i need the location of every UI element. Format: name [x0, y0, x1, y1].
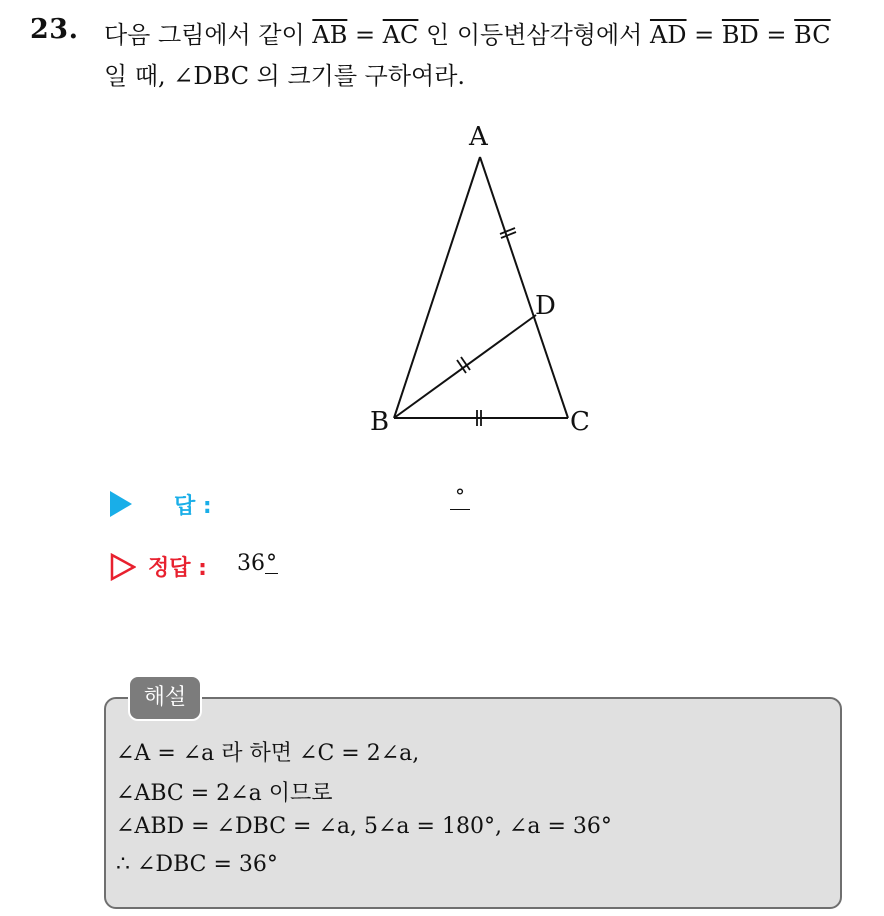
solution-tag: 해설 [128, 675, 202, 721]
vertex-label-c: C [570, 407, 590, 437]
segment-ad: $\overline{AD}$ [649, 21, 687, 49]
answer-label: 답 : [174, 494, 212, 519]
solution-line-2: ∠ABC = 2∠a 이므로 [116, 781, 333, 806]
equals-sign: = [686, 21, 722, 49]
segment-ac: $\overline{AC}$ [382, 21, 419, 49]
question-prefix: 다음 그림에서 같이 [104, 21, 313, 49]
solution-line-1: ∠A = ∠a 라 하면 ∠C = 2∠a, [116, 741, 420, 766]
side-ac [480, 157, 568, 418]
question-text-line-2: 일 때, ∠DBC 의 크기를 구하여라. [104, 62, 466, 90]
vertex-label-d: D [535, 291, 556, 321]
segment-ab: $\overline{AB}$ [312, 21, 348, 49]
segment-bc: $\overline{BC}$ [794, 21, 831, 49]
vertex-label-b: B [370, 407, 390, 437]
correct-answer-row [110, 549, 610, 585]
question-middle: 인 이등변삼각형에서 [418, 21, 650, 49]
segment-bd: $\overline{BD}$ [721, 21, 759, 49]
equals-sign: = [758, 21, 795, 49]
solution-line-4: ∴ ∠DBC = 36° [116, 852, 278, 877]
question-number: 23. [30, 14, 79, 45]
hollow-play-icon [110, 553, 136, 581]
correct-answer-label: 정답 : [148, 556, 207, 581]
triangle-lines [394, 157, 568, 418]
correct-number: 36 [237, 551, 265, 576]
vertex-label-a: A [469, 122, 488, 152]
triangle-figure [330, 112, 610, 442]
correct-unit: ° [266, 551, 277, 576]
solution-line-3: ∠ABD = ∠DBC = ∠a, 5∠a = 180°, ∠a = 36° [116, 814, 612, 839]
equals-sign: = [347, 21, 383, 49]
answer-row [110, 484, 610, 523]
tick-marks [457, 228, 516, 426]
correct-answer-value [237, 551, 278, 576]
question-text-line-1 [104, 15, 831, 50]
play-icon [110, 491, 132, 517]
segment-bd-line [394, 315, 536, 418]
side-ab [394, 157, 480, 418]
answer-input[interactable]: ° [450, 485, 470, 510]
